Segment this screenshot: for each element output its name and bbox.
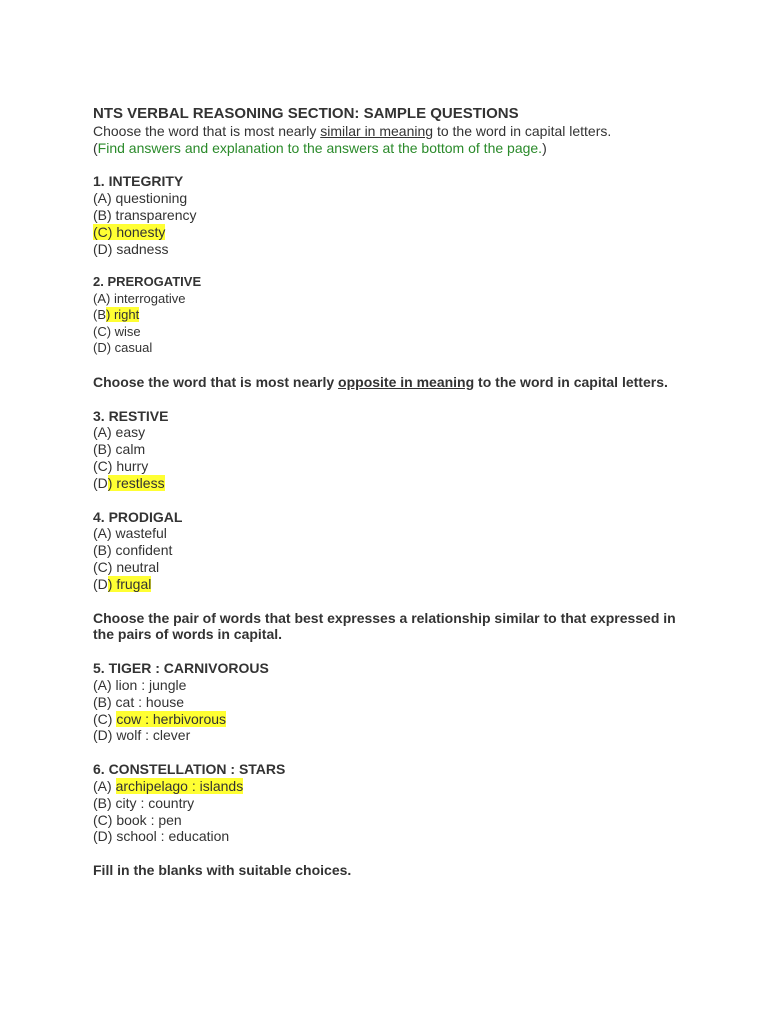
option-c: (C) book : pen [93,811,182,828]
option-a: (A) lion : jungle [93,677,187,694]
note-paren-close: ) [542,139,547,156]
question-title: 4. PRODIGAL [93,508,183,525]
option-a [93,778,693,795]
option-d: (D) sadness [93,240,169,257]
option-c: (C) wise [93,323,141,339]
option-c: (C) hurry [93,458,149,475]
option-prefix: (A) [93,778,116,795]
option-b [93,307,693,324]
option-c: (C) neutral [93,559,160,576]
instruction-text-end: to the word in capital letters. [474,373,668,390]
option-b: (B) transparency [93,206,197,223]
question-title: 6. CONSTELLATION : STARS [93,761,286,778]
option-b: (B) confident [93,542,173,559]
document-page [93,106,693,879]
question-3 [93,408,693,492]
instruction-pair: Choose the pair of words that best expresses a relationship similar to that expressed in the pairs of words in capital. [93,609,676,643]
instruction-blanks: Fill in the blanks with suitable choices. [93,862,352,879]
intro-underline-text: similar in meaning [320,122,434,139]
question-4 [93,509,693,593]
highlighted-answer: (C) honesty [93,223,166,240]
option-d: (D) wolf : clever [93,727,191,744]
intro-line [93,123,693,140]
question-title: 3. RESTIVE [93,407,169,424]
option-a: (A) questioning [93,190,188,207]
intro-text-end: to the word in capital letters. [433,122,612,139]
question-title: 2. PREROGATIVE [93,274,202,290]
highlighted-answer: ) frugal [107,575,152,592]
answers-note [93,140,693,157]
option-b: (B) calm [93,441,146,458]
option-c [93,224,693,241]
instruction-opposite [93,374,693,391]
note-paren-open: ( [93,139,98,156]
highlighted-answer: ) right [106,307,140,323]
question-2 [93,274,693,357]
option-a: (A) interrogative [93,290,186,306]
option-c [93,711,693,728]
option-d: (D) casual [93,340,153,356]
question-5 [93,660,693,744]
instruction-underline-text: opposite in meaning [338,373,475,390]
option-d [93,475,693,492]
option-b: (B) cat : house [93,693,185,710]
question-title: 5. TIGER : CARNIVOROUS [93,660,269,677]
option-d: (D) school : education [93,828,230,845]
highlighted-answer: ) restless [107,474,165,491]
question-title: 1. INTEGRITY [93,173,184,190]
option-prefix: (C) [93,710,117,727]
highlighted-answer: archipelago : islands [115,778,244,795]
option-prefix: (D [93,575,108,592]
option-prefix: (D [93,474,108,491]
question-6 [93,761,693,845]
option-a: (A) wasteful [93,525,167,542]
question-1 [93,173,693,257]
instruction-text: Choose the word that is most nearly [93,373,339,390]
answers-note-text: Find answers and explanation to the answers at the bottom of the page. [97,139,543,156]
option-prefix: (B [93,307,106,323]
highlighted-answer: cow : herbivorous [116,710,227,727]
intro-text: Choose the word that is most nearly [93,122,321,139]
option-d [93,576,693,593]
option-b: (B) city : country [93,794,195,811]
option-a: (A) easy [93,424,146,441]
page-title: NTS VERBAL REASONING SECTION: SAMPLE QUESTIONS [93,105,519,122]
